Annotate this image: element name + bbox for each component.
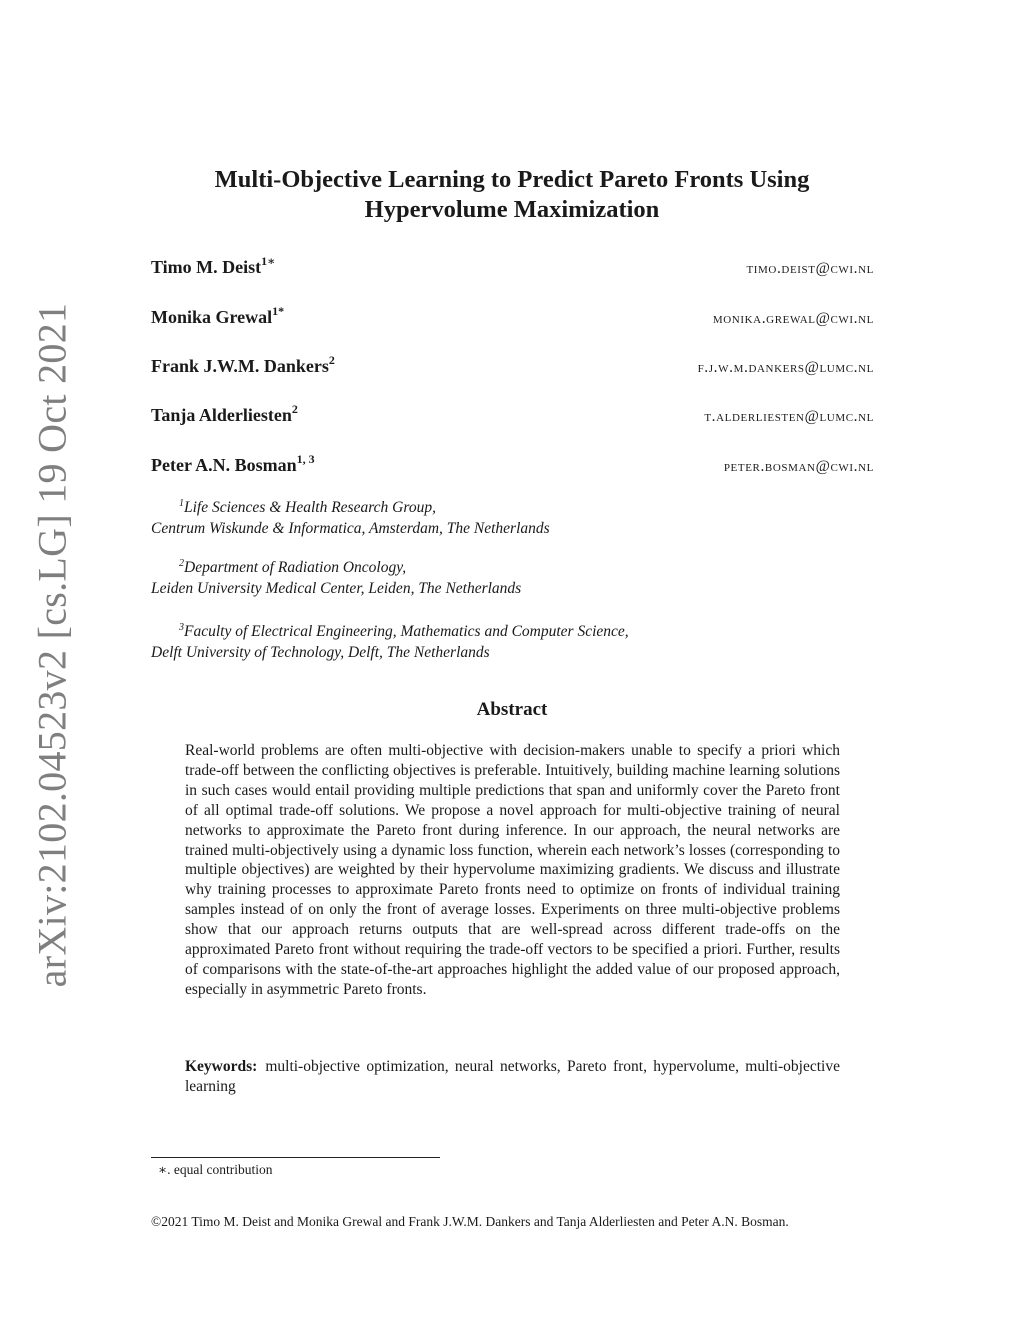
author-name: Peter A.N. Bosman$^{1, 3}$: [151, 452, 315, 475]
author-row: [151, 354, 874, 378]
footnote: ∗. equal contribution: [158, 1162, 273, 1177]
footnote-divider: [151, 1157, 440, 1158]
author-name: Monika Grewal$^{1*}$: [151, 304, 285, 327]
abstract-heading: Abstract: [476, 699, 548, 720]
author-name: Timo M. Deist$^{1∗}$: [151, 254, 276, 277]
author-superscript: 1∗: [261, 254, 276, 268]
author-name: Frank J.W.M. Dankers$^2$: [151, 353, 335, 376]
author-row: [151, 305, 874, 329]
keywords-text: multi-objective optimization, neural networks, Pareto front, hypervolume, multi-objective learning: [185, 1058, 840, 1095]
author-email[interactable]: timo.deist@cwi.nl: [746, 260, 874, 277]
title-line-2: Hypervolume Maximization: [364, 196, 660, 223]
affiliation-superscript: 1: [179, 498, 184, 509]
author-superscript: 1, 3: [296, 452, 315, 466]
author-email[interactable]: peter.bosman@cwi.nl: [723, 458, 874, 475]
author-row: [151, 403, 874, 427]
paper-title: [150, 165, 874, 225]
copyright-notice: ©2021 Timo M. Deist and Monika Grewal and Frank J.W.M. Dankers and Tanja Alderliesten and Peter A.N. Bosman.: [151, 1214, 789, 1229]
title-line-1: Multi-Objective Learning to Predict Pareto Fronts Using: [214, 166, 810, 193]
affiliation: $^1$Life Sciences & Health Research Group, Centrum Wiskunde & Informatica, Amsterdam, The Netherlands: [151, 498, 550, 538]
abstract-body: Real-world problems are often multi-objective with decision-makers unable to specify a priori which trade-off between the conflicting objectives is preferable. Intuitively, building machine learning solutions in such cases would entail providing multiple predictions that span and uniformly cover the Pareto front of all optimal trade-off solutions. We propose a novel approach for multi-objective training of neural networks to approximate the Pareto front during inference. In our approach, the neural networks are trained multi-objectively using a dynamic loss function, wherein each network’s losses (corresponding to multiple objectives) are weighted by their hypervolume maximizing gradients. We discuss and illustrate why training processes to approximate Pareto fronts need to optimize on fronts of individual training samples instead of on only the front of average losses. Experiments on three multi-objective problems show that our approach returns outputs that are well-spread across different trade-offs on the approximated Pareto front without requiring the trade-off vectors to be specified a priori. Further, results of comparisons with the state-of-the-art approaches highlight the added value of our proposed approach, especially in asymmetric Pareto fronts.: [185, 742, 840, 998]
keywords-label: Keywords:: [185, 1058, 258, 1075]
author-email[interactable]: t.alderliesten@lumc.nl: [704, 408, 874, 425]
author-row: [151, 255, 874, 279]
author-superscript: 1*: [272, 304, 285, 318]
arxiv-identifier: arXiv:2102.04523v2 [cs.LG] 19 Oct 2021: [29, 302, 75, 988]
author-superscript: 2: [291, 402, 298, 416]
author-superscript: 2: [328, 353, 335, 367]
affiliation-superscript: 3: [179, 622, 184, 633]
affiliation: $^2$Department of Radiation Oncology, Leiden University Medical Center, Leiden, The Netherlands: [151, 558, 522, 598]
keywords: [185, 1057, 840, 1097]
affiliation-superscript: 2: [179, 558, 184, 569]
author-email[interactable]: monika.grewal@cwi.nl: [712, 310, 874, 327]
author-row: [151, 453, 874, 477]
author-name: Tanja Alderliesten$^2$: [151, 402, 298, 425]
affiliation: $^3$Faculty of Electrical Engineering, Mathematics and Computer Science, Delft University of Technology, Delft, The Netherlands: [151, 622, 629, 662]
author-email[interactable]: f.j.w.m.dankers@lumc.nl: [697, 359, 874, 376]
